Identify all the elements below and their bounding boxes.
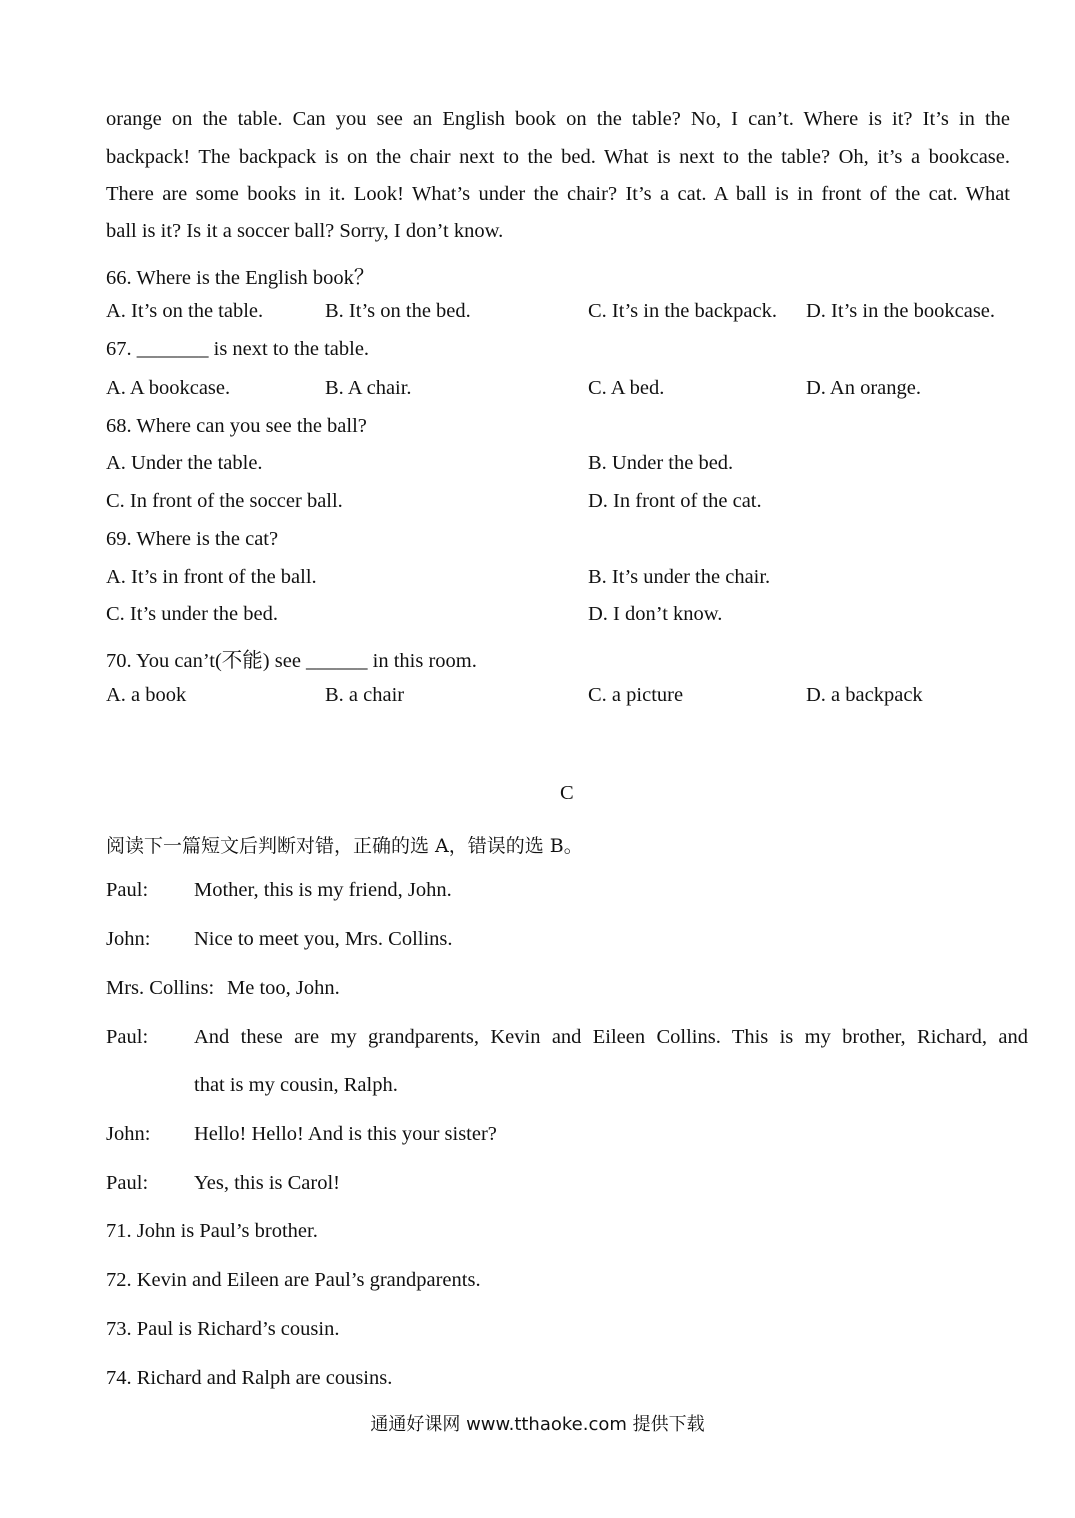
question-70-option-b: B. a chair: [325, 684, 405, 706]
dialogue-speaker: Paul:: [106, 879, 149, 901]
question-66-option-d: D. It’s in the bookcase.: [806, 300, 996, 322]
dialogue-speaker: Paul:: [106, 1026, 149, 1048]
question-68-option-a: A. Under the table.: [106, 452, 263, 474]
dialogue-line-continuation: that is my cousin, Ralph.: [194, 1074, 398, 1096]
question-69-option-b: B. It’s under the chair.: [588, 566, 771, 588]
question-69-option-a: A. It’s in front of the ball.: [106, 566, 317, 588]
question-70-stem: 70. You can’t(不能) see ______ in this room.: [106, 650, 477, 672]
question-68-stem: 68. Where can you see the ball?: [106, 415, 367, 437]
question-69-stem: 69. Where is the cat?: [106, 528, 279, 550]
question-67-option-c: C. A bed.: [588, 377, 665, 399]
section-instruction: 阅读下一篇短文后判断对错，正确的选 A，错误的选 B。: [106, 835, 583, 857]
question-67-option-a: A. A bookcase.: [106, 377, 231, 399]
statement-72: 72. Kevin and Eileen are Paul’s grandparents.: [106, 1269, 481, 1291]
question-66-option-a: A. It’s on the table.: [106, 300, 264, 322]
dialogue-line: Me too, John.: [227, 977, 340, 999]
passage-line: backpack! The backpack is on the chair next to the bed. What is next to the table? Oh, it’s a bookcase.: [106, 146, 1010, 168]
question-69-option-c: C. It’s under the bed.: [106, 603, 278, 625]
question-68-option-c: C. In front of the soccer ball.: [106, 490, 343, 512]
question-68-option-d: D. In front of the cat.: [588, 490, 762, 512]
question-67-option-b: B. A chair.: [325, 377, 412, 399]
question-70-option-a: A. a book: [106, 684, 187, 706]
dialogue-line: Nice to meet you, Mrs. Collins.: [194, 928, 453, 950]
dialogue-line: Mother, this is my friend, John.: [194, 879, 452, 901]
statement-74: 74. Richard and Ralph are cousins.: [106, 1367, 393, 1389]
passage-line: orange on the table. Can you see an English book on the table? No, I can’t. Where is it? It’s in the: [106, 108, 1010, 130]
question-68-option-b: B. Under the bed.: [588, 452, 734, 474]
passage-line: ball is it? Is it a soccer ball? Sorry, I don’t know.: [106, 220, 504, 242]
dialogue-speaker: Mrs. Collins:: [106, 977, 215, 999]
question-66-stem: 66. Where is the English book？: [106, 267, 375, 289]
question-70-option-d: D. a backpack: [806, 684, 923, 706]
question-67-stem: 67. _______ is next to the table.: [106, 338, 370, 360]
question-69-option-d: D. I don’t know.: [588, 603, 723, 625]
statement-73: 73. Paul is Richard’s cousin.: [106, 1318, 340, 1340]
dialogue-line: Hello! Hello! And is this your sister?: [194, 1123, 497, 1145]
section-heading: C: [560, 782, 574, 804]
question-66-option-b: B. It’s on the bed.: [325, 300, 471, 322]
dialogue-line: And these are my grandparents, Kevin and Eileen Collins. This is my brother, Richard, and: [194, 1026, 1028, 1048]
dialogue-line: Yes, this is Carol!: [194, 1172, 340, 1194]
page-footer: 通通好课网 www.tthaoke.com 提供下载: [370, 1414, 705, 1435]
passage-line: There are some books in it. Look! What’s under the chair? It’s a cat. A ball is in front of the cat. What: [106, 183, 1010, 205]
dialogue-speaker: John:: [106, 1123, 151, 1145]
dialogue-speaker: John:: [106, 928, 151, 950]
statement-71: 71. John is Paul’s brother.: [106, 1220, 318, 1242]
question-70-option-c: C. a picture: [588, 684, 684, 706]
question-66-option-c: C. It’s in the backpack.: [588, 300, 778, 322]
dialogue-speaker: Paul:: [106, 1172, 149, 1194]
question-67-option-d: D. An orange.: [806, 377, 922, 399]
